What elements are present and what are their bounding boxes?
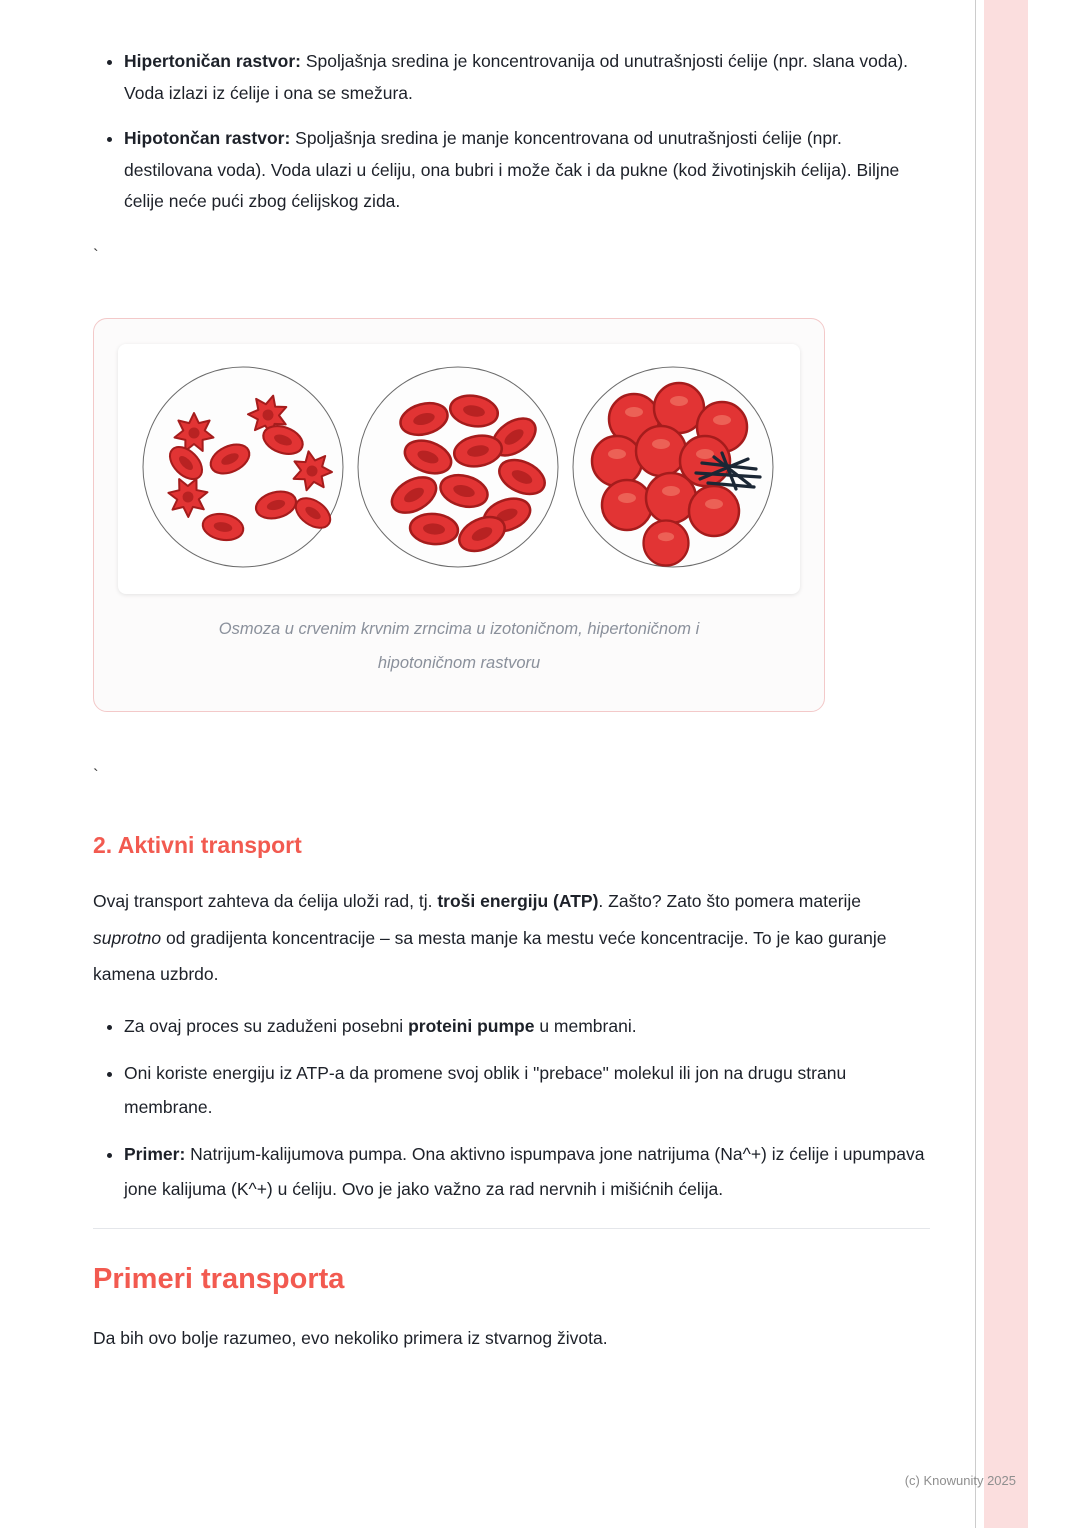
copyright-notice: (c) Knowunity 2025 bbox=[904, 1473, 1016, 1488]
dish-crenated-cells bbox=[143, 367, 343, 567]
hypertonic-term: Hipertoničan rastvor: bbox=[124, 51, 301, 71]
active-transport-intro bbox=[93, 883, 930, 993]
stray-backtick-2: ` bbox=[93, 765, 99, 785]
hypotonic-definition: Spoljašnja sredina je manje koncentrovana od unutrašnjosti ćelije (npr. destilovana voda). Voda ulazi u ćeliju, ona bubri i može čak i da pukne (kod životinjskih ćelija). Biljne ćelije neće pući zbog ćelijskog zida. bbox=[124, 128, 900, 211]
hypotonic-term: Hipotončan rastvor: bbox=[124, 128, 291, 148]
osmosis-solution-list bbox=[93, 46, 930, 218]
figure-caption bbox=[94, 612, 824, 681]
list-item-hypotonic bbox=[124, 123, 930, 218]
intro-italic-suprotno: suprotno bbox=[93, 927, 162, 948]
list-item-atp-energy bbox=[124, 1056, 930, 1124]
pump-post: u membrani. bbox=[534, 1016, 637, 1037]
active-transport-list bbox=[93, 1009, 930, 1206]
examples-intro: Da bih ovo bolje razumeo, evo nekoliko primera iz stvarnog života. bbox=[93, 1327, 608, 1348]
osmosis-figure-card bbox=[93, 318, 825, 712]
primer-text: Natrijum-kalijumova pumpa. Ona aktivno ispumpava jone natrijuma (Na^+) iz ćelije i upumpava jone kalijuma (K^+) u ćeliju. Ovo je jako važno za rad nervnih i mišićnih ćelija. bbox=[124, 1144, 925, 1199]
section-divider bbox=[93, 1228, 930, 1229]
dish-swollen-cells bbox=[573, 367, 773, 567]
pump-pre: Za ovaj proces su zaduženi posebni bbox=[124, 1016, 409, 1037]
osmosis-red-blood-cells-illustration bbox=[128, 355, 788, 580]
intro-bold-energy: troši energiju (ATP) bbox=[437, 890, 599, 911]
atp-text: Oni koriste energiju iz ATP-a da promene svoj oblik i "prebace" molekul ili jon na drugu stranu membrane. bbox=[124, 1063, 847, 1118]
osmosis-image-panel bbox=[118, 344, 800, 594]
dish-normal-cells bbox=[358, 367, 558, 567]
primer-term: Primer: bbox=[124, 1144, 186, 1165]
section-heading-active-transport: 2. Aktivni transport bbox=[93, 831, 302, 858]
hypertonic-definition: Spoljašnja sredina je koncentrovanija od unutrašnjosti ćelije (npr. slana voda). Voda izlazi iz ćelije i ona se smežura. bbox=[124, 51, 909, 103]
list-item-sodium-potassium-pump bbox=[124, 1137, 930, 1205]
section-heading-primeri-transporta: Primeri transporta bbox=[93, 1262, 345, 1295]
figure-caption-line2: hipotoničnom rastvoru bbox=[377, 654, 541, 673]
stray-backtick-1: ` bbox=[93, 245, 99, 265]
list-item-pump-proteins bbox=[124, 1009, 930, 1043]
pump-bold: proteini pumpe bbox=[408, 1016, 535, 1037]
figure-caption-line1: Osmoza u crvenim krvnim zrncima u izotoničnom, hipertoničnom i bbox=[218, 619, 700, 638]
list-item-hypertonic bbox=[124, 46, 930, 109]
intro-text-2: . Zašto? Zato što pomera materije bbox=[598, 890, 862, 911]
intro-text-1: Ovaj transport zahteva da ćelija uloži rad, tj. bbox=[93, 890, 438, 911]
intro-text-3: od gradijenta koncentracije – sa mesta manje ka mestu veće koncentracije. To je kao guranje kamena uzbrdo. bbox=[93, 927, 887, 985]
